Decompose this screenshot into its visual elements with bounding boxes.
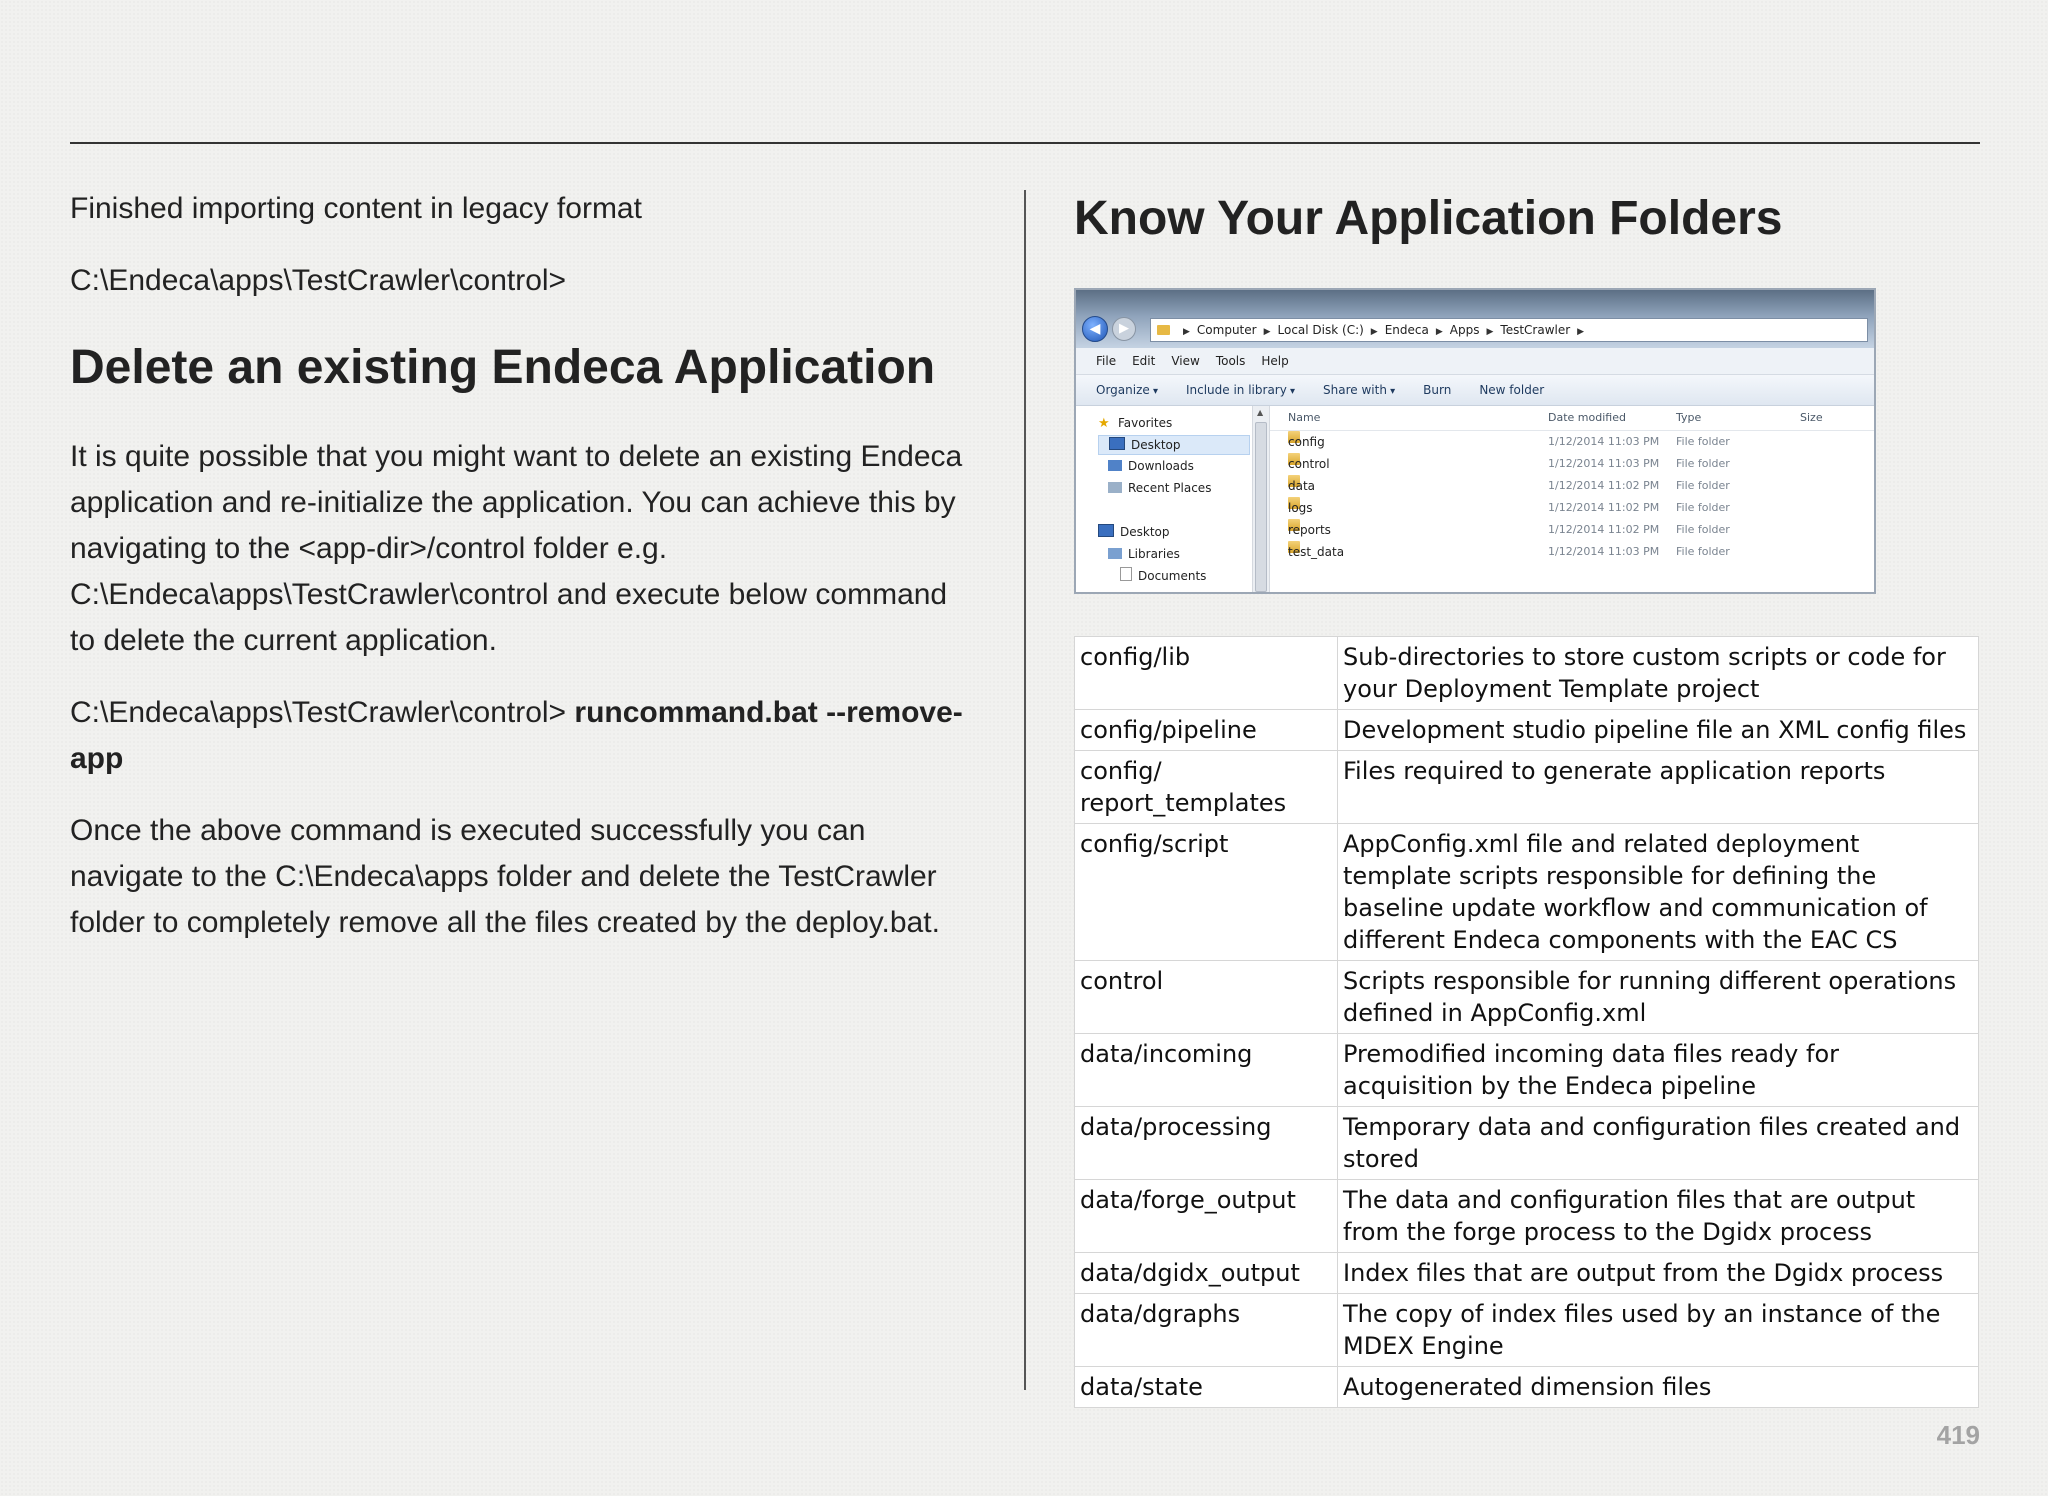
nav-label: Libraries [1128, 547, 1180, 561]
nav-label: Desktop [1120, 525, 1170, 539]
file-type: File folder [1676, 435, 1730, 448]
left-column [70, 186, 980, 972]
description-cell: Sub-directories to store custom scripts or code for your Deployment Template project [1338, 637, 1979, 710]
menu-tools: Tools [1215, 354, 1246, 368]
description-cell: Files required to generate application reports [1338, 751, 1979, 824]
toolbar-burn: Burn [1423, 383, 1452, 397]
file-type: File folder [1676, 457, 1730, 470]
folders-table [1074, 636, 1979, 1408]
description-cell: The data and configuration files that are output from the forge process to the Dgidx process [1338, 1180, 1979, 1253]
file-row [1270, 475, 1874, 497]
folder-cell: data/dgraphs [1075, 1294, 1338, 1367]
file-row [1270, 497, 1874, 519]
breadcrumb-chevron-icon: ▶ [1486, 327, 1494, 337]
scroll-thumb [1255, 422, 1267, 592]
file-date: 1/12/2014 11:03 PM [1548, 545, 1660, 558]
description-cell: Scripts responsible for running different operations defined in AppConfig.xml [1338, 961, 1979, 1034]
nav-libraries [1108, 545, 1180, 563]
breadcrumb-item: Local Disk (C:) [1277, 323, 1364, 337]
remove-app-command [70, 690, 980, 782]
explorer-menubar [1076, 348, 1874, 375]
folder-icon [1157, 325, 1170, 335]
scroll-up-arrow-icon: ▲ [1257, 408, 1264, 417]
file-name: test_data [1288, 545, 1345, 559]
import-status-line: Finished importing content in legacy format [70, 192, 642, 225]
file-type: File folder [1676, 479, 1730, 492]
table-row [1075, 961, 1979, 1034]
star-icon: ★ [1098, 416, 1110, 431]
file-date: 1/12/2014 11:02 PM [1548, 479, 1660, 492]
breadcrumb-item: Computer [1196, 323, 1257, 337]
back-arrow-icon: ◀ [1082, 316, 1108, 342]
explorer-titlebar [1076, 290, 1874, 348]
file-list-headers [1270, 406, 1874, 431]
table-row [1075, 1034, 1979, 1107]
explorer-navigation-pane [1076, 406, 1252, 592]
file-row [1270, 431, 1874, 453]
toolbar-organize: Organize ▾ [1096, 375, 1158, 405]
nav-label: Recent Places [1128, 481, 1212, 495]
breadcrumb-item: TestCrawler [1500, 323, 1571, 337]
menu-view: View [1171, 354, 1200, 368]
file-type: File folder [1676, 501, 1730, 514]
command-text: runcommand.bat --remove-app [70, 696, 963, 775]
description-cell: Temporary data and configuration files created and stored [1338, 1107, 1979, 1180]
nav-desktop [1098, 435, 1250, 455]
folder-cell: data/dgidx_output [1075, 1253, 1338, 1294]
column-size: Size [1800, 411, 1823, 424]
explorer-file-list [1270, 406, 1874, 592]
table-row [1075, 637, 1979, 710]
prompt-line: C:\Endeca\apps\TestCrawler\control> [70, 264, 567, 297]
description-cell: Development studio pipeline file an XML config files [1338, 710, 1979, 751]
file-type: File folder [1676, 523, 1730, 536]
nav-label: Desktop [1131, 438, 1181, 452]
delete-app-paragraph: It is quite possible that you might want to delete an existing Endeca application and re-initialize the application. You can achieve this by navigating to the <app-dir>/control folder e.g. C:\Endeca\apps\TestCrawler\control and execute below command to delete the current application. [70, 440, 963, 657]
file-name: control [1288, 457, 1330, 471]
column-type: Type [1676, 411, 1702, 424]
table-row [1075, 1367, 1979, 1408]
navigation-scrollbar [1252, 406, 1270, 592]
nav-favorites [1098, 414, 1172, 432]
folder-cell: data/forge_output [1075, 1180, 1338, 1253]
nav-label: Favorites [1118, 416, 1173, 430]
forward-arrow-icon: ▶ [1112, 317, 1136, 341]
breadcrumb-chevron-icon: ▶ [1435, 327, 1443, 337]
file-row [1270, 453, 1874, 475]
table-row [1075, 751, 1979, 824]
file-date: 1/12/2014 11:02 PM [1548, 523, 1660, 536]
folder-cell: config/script [1075, 824, 1338, 961]
file-name: data [1288, 479, 1316, 493]
table-row [1075, 1294, 1979, 1367]
after-remove-paragraph: Once the above command is executed successfully you can navigate to the C:\Endeca\apps folder and delete the TestCrawler folder to completely remove all the files created by the deploy.bat. [70, 814, 940, 939]
folder-cell: config/ report_templates [1075, 751, 1338, 824]
section-heading-delete-app: Delete an existing Endeca Application [70, 341, 936, 394]
document-icon [1120, 567, 1132, 581]
folder-cell: data/incoming [1075, 1034, 1338, 1107]
breadcrumb-chevron-icon: ▶ [1370, 327, 1378, 337]
table-row [1075, 1180, 1979, 1253]
libraries-icon [1108, 548, 1122, 559]
breadcrumb-chevron-icon: ▶ [1577, 327, 1585, 337]
explorer-screenshot [1074, 288, 1876, 594]
explorer-body [1076, 406, 1874, 592]
folder-cell: config/pipeline [1075, 710, 1338, 751]
file-name: config [1288, 435, 1325, 449]
description-cell: AppConfig.xml file and related deployment template scripts responsible for defining the baseline update workflow and communication of different Endeca components with the EAC CS [1338, 824, 1979, 961]
folder-cell: config/lib [1075, 637, 1338, 710]
breadcrumb-chevron-icon: ▶ [1183, 327, 1190, 337]
desktop-icon [1109, 437, 1125, 450]
nav-documents [1120, 567, 1206, 585]
nav-downloads [1108, 457, 1194, 475]
section-heading-folders: Know Your Application Folders [1074, 192, 1783, 245]
file-date: 1/12/2014 11:03 PM [1548, 435, 1660, 448]
column-date-modified: Date modified [1548, 411, 1626, 424]
table-row [1075, 710, 1979, 751]
table-row [1075, 1107, 1979, 1180]
explorer-toolbar [1076, 375, 1874, 406]
file-type: File folder [1676, 545, 1730, 558]
folder-cell: data/state [1075, 1367, 1338, 1408]
explorer-address-bar [1150, 318, 1868, 342]
file-row [1270, 519, 1874, 541]
downloads-icon [1108, 460, 1122, 471]
command-prompt: C:\Endeca\apps\TestCrawler\control> [70, 696, 575, 729]
breadcrumb-item: Endeca [1384, 323, 1429, 337]
toolbar-include-in-library: Include in library ▾ [1186, 375, 1295, 405]
description-cell: Premodified incoming data files ready for acquisition by the Endeca pipeline [1338, 1034, 1979, 1107]
file-date: 1/12/2014 11:03 PM [1548, 457, 1660, 470]
column-name: Name [1288, 411, 1321, 424]
folder-cell: data/processing [1075, 1107, 1338, 1180]
file-date: 1/12/2014 11:02 PM [1548, 501, 1660, 514]
description-cell: The copy of index files used by an instance of the MDEX Engine [1338, 1294, 1979, 1367]
nav-recent-places [1108, 479, 1211, 497]
explorer-nav-buttons [1082, 316, 1136, 342]
nav-desktop-root [1098, 523, 1170, 541]
top-rule [70, 142, 1980, 144]
menu-help: Help [1261, 354, 1289, 368]
table-row [1075, 824, 1979, 961]
description-cell: Index files that are output from the Dgidx process [1338, 1253, 1979, 1294]
toolbar-new-folder: New folder [1479, 383, 1545, 397]
menu-edit: Edit [1132, 354, 1156, 368]
page-number: 419 [1936, 1420, 1980, 1450]
desktop-icon [1098, 524, 1114, 537]
nav-label: Documents [1138, 569, 1207, 583]
toolbar-share-with: Share with ▾ [1323, 375, 1395, 405]
file-name: logs [1288, 501, 1313, 515]
description-cell: Autogenerated dimension files [1338, 1367, 1979, 1408]
table-row [1075, 1253, 1979, 1294]
file-row [1270, 541, 1874, 563]
breadcrumb-chevron-icon: ▶ [1263, 327, 1271, 337]
nav-label: Downloads [1128, 459, 1194, 473]
breadcrumb-item: Apps [1449, 323, 1480, 337]
column-divider [1024, 190, 1026, 1390]
folder-cell: control [1075, 961, 1338, 1034]
file-name: reports [1288, 523, 1331, 537]
recent-places-icon [1108, 482, 1122, 493]
menu-file: File [1096, 354, 1117, 368]
